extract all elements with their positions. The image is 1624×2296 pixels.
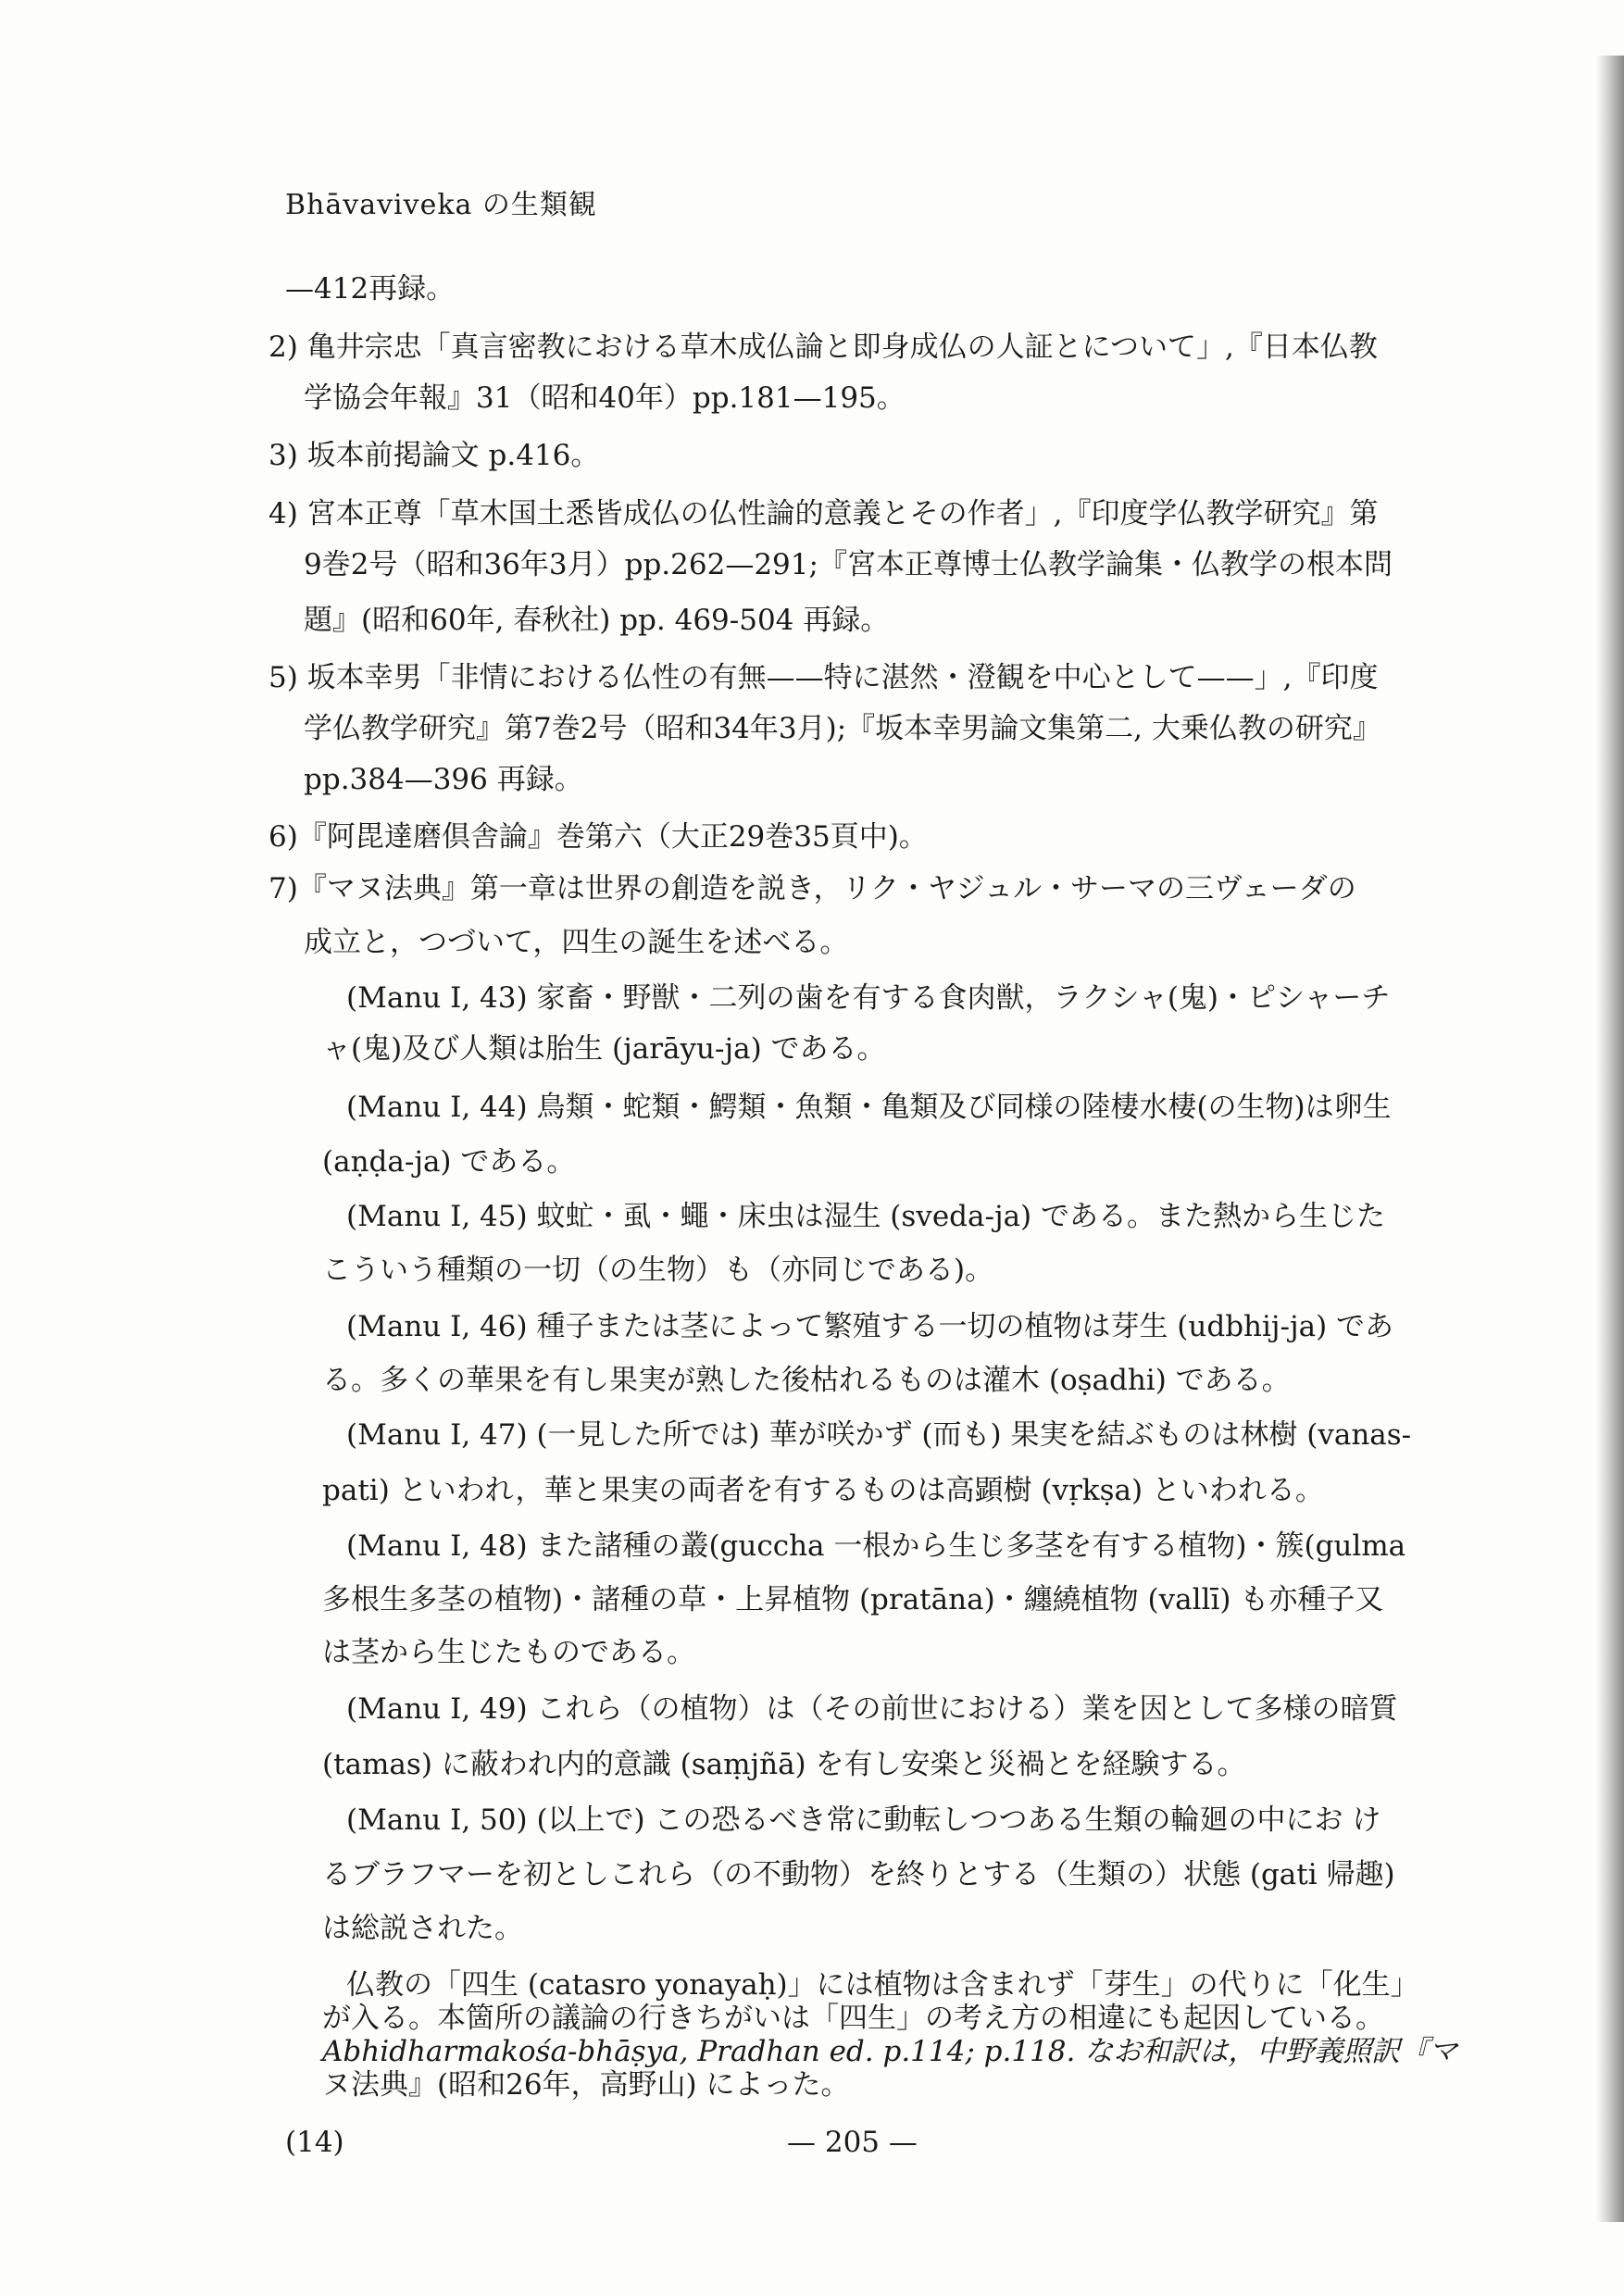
manu-50-line-3: は総説された。 — [322, 1912, 523, 1945]
manu-48-line-2: 多根生多茎の植物)・諸種の草・上昇植物 (pratāna)・纏繞植物 (vallī) も亦種子又 — [322, 1583, 1384, 1616]
closing-line-2: が入る。本箇所の議論の行きちがいは「四生」の考え方の相違にも起因している。 — [322, 2002, 1384, 2035]
manu-44-line-2: (aṇḍa-ja) である。 — [322, 1145, 576, 1179]
manu-50-line-2: るブラフマーを初としこれら（の不動物）を終りとする（生類の）状態 (gati 帰趣) — [322, 1858, 1395, 1891]
manu-48-line-3: は茎から生じたものである。 — [322, 1636, 695, 1669]
note-2-line-1: 2) 亀井宗忠「真言密教における草木成仏論と即身成仏の人証とについて」,『日本仏教 — [269, 331, 1378, 364]
manu-47-line-2: pati) といわれ，華と果実の両者を有するものは高顕樹 (vṛkṣa) といわれる。 — [322, 1474, 1324, 1507]
note-4-line-2: 9巻2号（昭和36年3月）pp.262—291;『宮本正尊博士仏教学論集・仏教学の根本問 — [304, 548, 1393, 581]
manu-50-line-1: (Manu I, 50) (以上で) この恐るべき常に動転しつつある生類の輪廻の中にお け — [346, 1803, 1381, 1837]
manu-49-line-1: (Manu I, 49) これら（の植物）は（その前世における）業を因として多様の暗質 — [346, 1692, 1398, 1726]
running-header: Bhāvaviveka の生類観 — [285, 189, 597, 221]
manu-46-line-1: (Manu I, 46) 種子または茎によって繁殖する一切の植物は芽生 (udbhij-ja) であ — [346, 1310, 1394, 1343]
manu-48-line-1: (Manu I, 48) また諸種の叢(guccha 一根から生じ多茎を有する植物)・簇(gulma — [346, 1529, 1406, 1563]
closing-block-3 — [322, 2066, 1544, 2103]
manu-46-line-2: る。多くの華果を有し果実が熟した後枯れるものは灌木 (oṣadhi) である。 — [322, 1364, 1291, 1397]
manu-43-line-1: (Manu I, 43) 家畜・野獣・二列の歯を有する食肉獣，ラクシャ(鬼)・ピシャーチ — [346, 981, 1391, 1015]
footer-page-number-left: (14) — [285, 2126, 344, 2159]
closing-block — [322, 2000, 1544, 2037]
note-5-line-1: 5) 坂本幸男「非情における仏性の有無——特に湛然・澄観を中心として——」,『印度 — [269, 661, 1379, 694]
manu-49-line-2: (tamas) に蔽われ内的意識 (saṃjñā) を有し安楽と災禍とを経験する。 — [322, 1748, 1246, 1781]
closing-block-2 — [322, 2033, 1544, 2070]
manu-43-line-2: ャ(鬼)及び人類は胎生 (jarāyu-ja) である。 — [322, 1032, 886, 1066]
scan-edge-shadow — [1596, 56, 1624, 2222]
footer-page-number-center: — 205 — — [787, 2126, 918, 2159]
note-5-line-2: 学仏教学研究』第7巻2号（昭和34年3月);『坂本幸男論文集第二, 大乗仏教の研究』 — [304, 712, 1381, 745]
note-7-line-2: 成立と，つづいて，四生の誕生を述べる。 — [304, 926, 849, 959]
note-7-line-1: 7)『マヌ法典』第一章は世界の創造を説き，リク・ヤジュル・サーマの三ヴェーダの — [269, 872, 1356, 905]
note-5-line-3: pp.384—396 再録。 — [304, 763, 583, 796]
text-line: —412再録。 — [285, 272, 456, 306]
note-3: 3) 坂本前掲論文 p.416。 — [269, 439, 600, 472]
note-6: 6)『阿毘達磨倶舎論』巻第六（大正29巻35頁中)。 — [269, 820, 928, 854]
note-4-line-3: 題』(昭和60年, 春秋社) pp. 469-504 再録。 — [304, 604, 890, 637]
note-4-line-1: 4) 宮本正尊「草木国土悉皆成仏の仏性論的意義とその作者」,『印度学仏教学研究』第 — [269, 497, 1379, 530]
closing-line-1: 仏教の「四生 (catasro yonayaḥ)」には植物は含まれず「芽生」の代りに「化生」 — [346, 1968, 1419, 2002]
manu-44-line-1: (Manu I, 44) 鳥類・蛇類・鰐類・魚類・亀類及び同様の陸棲水棲(の生物)は卵生 — [346, 1091, 1392, 1124]
closing-line-3: Abhidharmakośa-bhāṣya, Pradhan ed. p.114; p.118. なお和訳は，中野義照訳『マ — [322, 2035, 1458, 2068]
manu-45-line-1: (Manu I, 45) 蚊虻・虱・蠅・床虫は湿生 (sveda-ja) である。また熱から生じた — [346, 1200, 1386, 1233]
manu-47-line-1: (Manu I, 47) (一見した所では) 華が咲かず (而も) 果実を結ぶものは林樹 (vanas- — [346, 1418, 1412, 1452]
note-2-line-2: 学協会年報』31（昭和40年）pp.181—195。 — [304, 381, 906, 415]
manu-45-line-2: こういう種類の一切（の生物）も（亦同じである)。 — [322, 1254, 994, 1287]
closing-line-4: ヌ法典』(昭和26年，高野山) によった。 — [322, 2068, 850, 2102]
